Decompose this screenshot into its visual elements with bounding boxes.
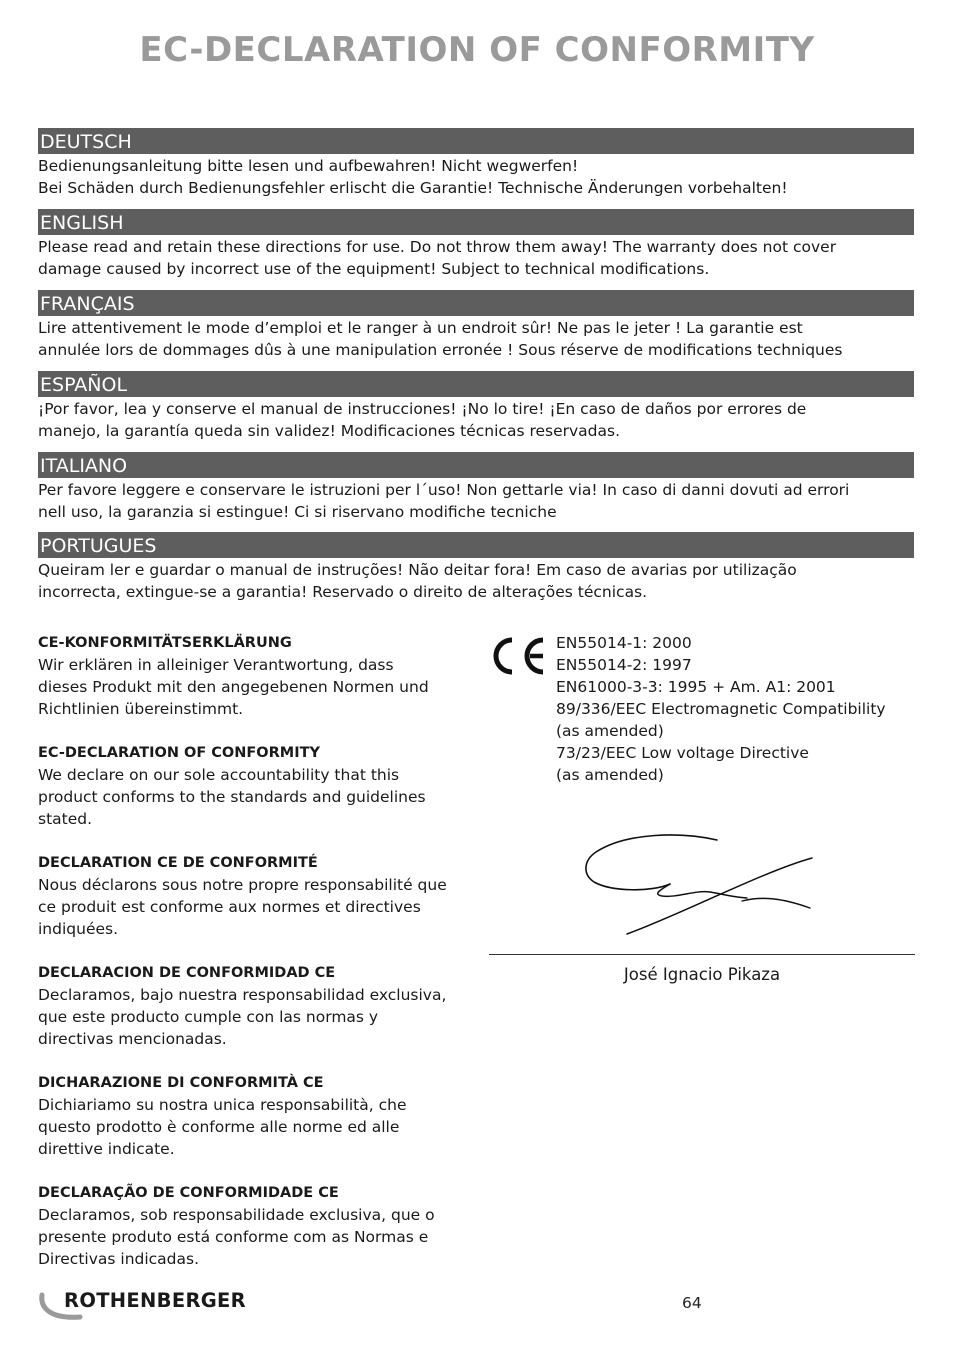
language-text — [38, 559, 914, 603]
language-header: DEUTSCH — [38, 128, 914, 154]
text-line: We declare on our sole accountability that this — [38, 766, 400, 784]
text-line: Per favore leggere e conservare le istruzioni per l´uso! Non gettarle via! In caso di danni dovuti ad errori — [38, 481, 850, 499]
standard-item: (as amended) — [556, 722, 664, 740]
standard-item: 73/23/EEC Low voltage Directive — [556, 744, 809, 762]
text-line: Directivas indicadas. — [38, 1250, 200, 1268]
text-line: ¡Por favor, lea y conserve el manual de instrucciones! ¡No lo tire! ¡En caso de daños por errores de — [38, 400, 807, 418]
signer-name: José Ignacio Pikaza — [623, 965, 781, 984]
language-header: ESPAÑOL — [38, 371, 914, 397]
standard-item: 89/336/EEC Electromagnetic Compatibility — [556, 700, 886, 718]
text-line: incorrecta, extingue-se a garantia! Reservado o direito de alterações técnicas. — [38, 583, 648, 601]
language-header: PORTUGUES — [38, 532, 914, 558]
brand-name: ROTHENBERGER — [64, 1289, 246, 1312]
text-line: que este producto cumple con las normas y — [38, 1008, 379, 1026]
declaration-text — [38, 984, 468, 1050]
text-line: presente produto está conforme com as Normas e — [38, 1228, 429, 1246]
signature — [582, 826, 822, 941]
declaration-text — [38, 654, 468, 720]
page-title: EC-DECLARATION OF CONFORMITY — [139, 30, 815, 70]
text-line: indiquées. — [38, 920, 119, 938]
text-line: manejo, la garantía queda sin validez! Modificaciones técnicas reservadas. — [38, 422, 621, 440]
standard-item: EN55014-2: 1997 — [556, 656, 692, 674]
declaration-text — [38, 764, 468, 830]
text-line: Declaramos, bajo nuestra responsabilidad exclusiva, — [38, 986, 447, 1004]
text-line: direttive indicate. — [38, 1140, 175, 1158]
text-line: Declaramos, sob responsabilidade exclusiva, que o — [38, 1206, 435, 1224]
declaration-title: EC-DECLARATION OF CONFORMITY — [38, 745, 320, 761]
page-number: 64 — [682, 1294, 702, 1312]
declaration-title: CE-KONFORMITÄTSERKLÄRUNG — [38, 635, 292, 651]
language-section-portugues — [38, 532, 914, 603]
declaration-title: DICHARAZIONE DI CONFORMITÀ CE — [38, 1075, 324, 1091]
declaration-de — [38, 632, 468, 720]
standard-item: EN55014-1: 2000 — [556, 634, 692, 652]
language-header: ENGLISH — [38, 209, 914, 235]
text-line: Bedienungsanleitung bitte lesen und aufbewahren! Nicht wegwerfen! — [38, 157, 579, 175]
text-line: Richtlinien übereinstimmt. — [38, 700, 244, 718]
declaration-title: DECLARAÇÃO DE CONFORMIDADE CE — [38, 1185, 339, 1201]
declaration-text — [38, 1204, 468, 1270]
language-section-francais — [38, 290, 914, 361]
language-text — [38, 479, 914, 523]
declaration-title: DECLARACION DE CONFORMIDAD CE — [38, 965, 336, 981]
text-line: Bei Schäden durch Bedienungsfehler erlischt die Garantie! Technische Änderungen vorbehalten! — [38, 179, 788, 197]
text-line: product conforms to the standards and guidelines — [38, 788, 426, 806]
standard-item: EN61000-3-3: 1995 + Am. A1: 2001 — [556, 678, 836, 696]
declarations-column — [38, 632, 468, 1292]
rothenberger-logo — [38, 1287, 278, 1325]
language-section-deutsch — [38, 128, 914, 199]
text-line: directivas mencionadas. — [38, 1030, 227, 1048]
language-section-espanol — [38, 371, 914, 442]
language-text — [38, 236, 914, 280]
text-line: nell uso, la garanzia si estingue! Ci si riservano modifiche tecniche — [38, 503, 557, 521]
text-line: stated. — [38, 810, 93, 828]
text-line: annulée lors de dommages dûs à une manipulation erronée ! Sous réserve de modifications techniques — [38, 341, 843, 359]
text-line: Wir erklären in alleiniger Verantwortung, dass — [38, 656, 394, 674]
declaration-fr — [38, 852, 468, 940]
text-line: damage caused by incorrect use of the equipment! Subject to technical modifications. — [38, 260, 710, 278]
signature-line — [489, 954, 915, 955]
language-header: FRANÇAIS — [38, 290, 914, 316]
declaration-title: DECLARATION CE DE CONFORMITÉ — [38, 855, 318, 871]
declaration-text — [38, 1094, 468, 1160]
text-line: questo prodotto è conforme alle norme ed alle — [38, 1118, 400, 1136]
text-line: dieses Produkt mit den angegebenen Normen und — [38, 678, 429, 696]
text-line: Please read and retain these directions for use. Do not throw them away! The warranty does not cover — [38, 238, 837, 256]
standards-list — [556, 632, 916, 786]
declaration-it — [38, 1072, 468, 1160]
declaration-pt — [38, 1182, 468, 1270]
text-line: Nous déclarons sous notre propre responsabilité que — [38, 876, 447, 894]
standard-item: (as amended) — [556, 766, 664, 784]
text-line: Dichiariamo su nostra unica responsabilità, che — [38, 1096, 407, 1114]
language-section-english — [38, 209, 914, 280]
declaration-text — [38, 874, 468, 940]
language-text — [38, 317, 914, 361]
ce-mark-icon — [488, 636, 548, 676]
text-line: ce produit est conforme aux normes et directives — [38, 898, 421, 916]
language-header: ITALIANO — [38, 452, 914, 478]
declaration-en — [38, 742, 468, 830]
declaration-es — [38, 962, 468, 1050]
text-line: Lire attentivement le mode d’emploi et le ranger à un endroit sûr! Ne pas le jeter ! La garantie est — [38, 319, 803, 337]
language-text — [38, 155, 914, 199]
language-section-italiano — [38, 452, 914, 523]
text-line: Queiram ler e guardar o manual de instruções! Não deitar fora! Em caso de avarias por utilização — [38, 561, 797, 579]
language-text — [38, 398, 914, 442]
